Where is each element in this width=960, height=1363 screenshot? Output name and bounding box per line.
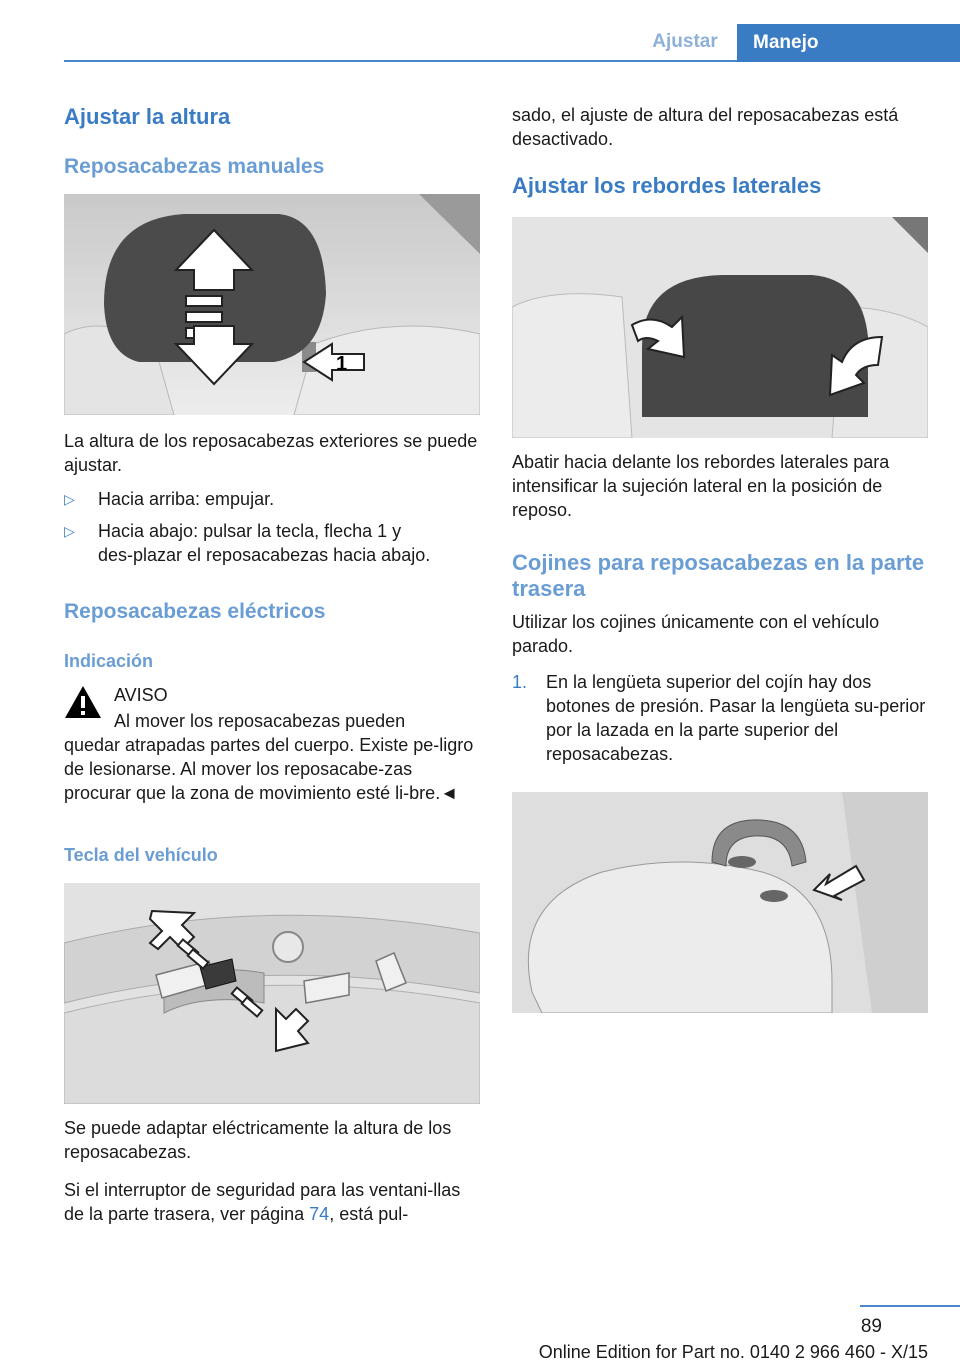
warning-line1: Al mover los reposacabezas pueden	[114, 711, 406, 731]
warning-triangle-icon	[64, 685, 102, 719]
header-tab-manejo[interactable]: Manejo	[737, 24, 960, 62]
warning-block	[64, 683, 480, 805]
header-tab-ajustar[interactable]: Ajustar	[652, 31, 718, 52]
text-abatir: Abatir hacia delante los rebordes laterales para intensificar la sujeción lateral en la posición de reposo.	[512, 452, 890, 520]
right-column	[512, 96, 928, 1013]
page-number: 89	[860, 1316, 882, 1337]
figure-side-bolsters	[512, 217, 928, 438]
warning-text: quedar atrapadas partes del cuerpo. Existe pe‑ligro de lesionarse. Al mover los reposacabe‑zas procurar que la zona de movimiento esté li‑bre.◄	[64, 735, 474, 803]
text-altura-ajustable: La altura de los reposacabezas exteriores se puede ajustar.	[64, 431, 478, 475]
heading-ajustar-altura: Ajustar la altura	[64, 104, 231, 129]
text-utilizar: Utilizar los cojines únicamente con el vehículo parado.	[512, 612, 880, 656]
list-item: 1. En la lengüeta superior del cojín hay dos botones de presión. Pasar la lengüeta su‑perior por la lazada en la parte superior del reposacabezas.	[512, 672, 926, 764]
heading-cojines: Cojines para reposacabezas en la parte trasera	[512, 550, 925, 601]
list-item: ▷ Hacia arriba: empujar.	[64, 489, 275, 509]
numbered-list-cojines	[512, 670, 928, 766]
heading-reposacabezas-electricos: Reposacabezas eléctricos	[64, 600, 326, 623]
left-column	[64, 96, 480, 1226]
text-interruptor: Si el interruptor de seguridad para las ventani‑llas de la parte trasera, ver página 74, está pul‑	[64, 1180, 461, 1224]
list-item: ▷ Hacia abajo: pulsar la tecla, flecha 1 y des‑plazar el reposacabezas hacia abajo.	[64, 521, 431, 565]
arrow-label-1: 1	[336, 353, 348, 375]
text-sado: sado, el ajuste de altura del reposacabezas está desactivado.	[512, 105, 899, 149]
triangle-bullet-icon: ▷	[64, 491, 75, 507]
triangle-bullet-icon: ▷	[64, 523, 75, 539]
bullet-list-altura	[64, 487, 480, 567]
heading-reposacabezas-manuales: Reposacabezas manuales	[64, 155, 325, 178]
warning-title: AVISO	[114, 685, 168, 705]
figure-manual-headrest	[64, 194, 480, 415]
figure-cushion	[512, 792, 928, 1013]
heading-rebordes-laterales: Ajustar los rebordes laterales	[512, 173, 822, 198]
footer-edition: Online Edition for Part no. 0140 2 966 460 - X/15	[538, 1342, 928, 1362]
text-adaptar-altura: Se puede adaptar eléctricamente la altura de los reposacabezas.	[64, 1118, 452, 1162]
heading-tecla-vehiculo: Tecla del vehículo	[64, 845, 218, 865]
figure-vehicle-switch	[64, 883, 480, 1104]
footer-rule	[860, 1305, 960, 1307]
heading-indicacion: Indicación	[64, 651, 154, 671]
page-link-74[interactable]: 74	[309, 1204, 330, 1224]
